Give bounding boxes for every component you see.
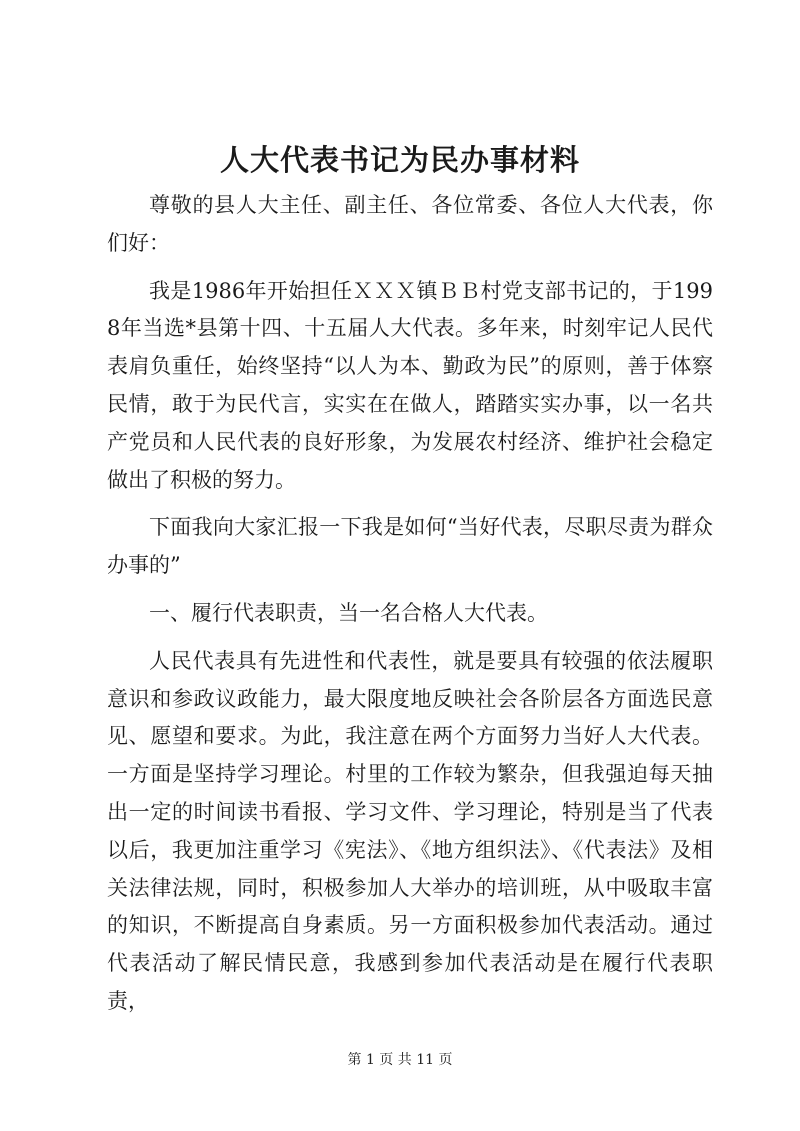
document-body [107, 187, 713, 1021]
section-heading: 一、履行代表职责，当一名合格人大代表。 [149, 600, 548, 625]
paragraph-section-one: 人民代表具有先进性和代表性，就是要具有较强的依法履职意识和参政议政能力，最大限度地反映社会各阶层各方面选民意见、愿望和要求。为此，我注意在两个方面努力当好人大代表。一方面是坚持学习理论。村里的工作较为繁杂，但我强迫每天抽出一定的时间读书看报、学习文件、学习理论，特别是当了代表以后，我更加注重学习《宪法》、《地方组织法》、《代表法》及相关法律法规，同时，积极参加人大举办的培训班，从中吸取丰富的知识，不断提高自身素质。另一方面积极参加代表活动。通过代表活动了解民情民意，我感到参加代表活动是在履行代表职责， [107, 648, 713, 1013]
paragraph-greeting: 尊敬的县人大主任、副主任、各位常委、各位人大代表，你们好： [107, 193, 713, 255]
document-title: 人大代表书记为民办事材料 [219, 143, 580, 177]
page-number-footer: 第 1 页 共 11 页 [347, 1052, 453, 1068]
paragraph-report-intro: 下面我向大家汇报一下我是如何“当好代表，尽职尽责为群众办事的” [107, 515, 713, 578]
paragraph-introduction: 我是1986年开始担任ＸＸＸ镇ＢＢ村党支部书记的，于1998年当选*县第十四、十五届人大代表。多年来，时刻牢记人民代表肩负重任，始终坚持“以人为本、勤政为民”的原则，善于体察民情，敢于为民代言，实实在在做人，踏踏实实办事，以一名共产党员和人民代表的良好形象，为发展农村经济、维护社会稳定做出了积极的努力。 [107, 278, 713, 492]
